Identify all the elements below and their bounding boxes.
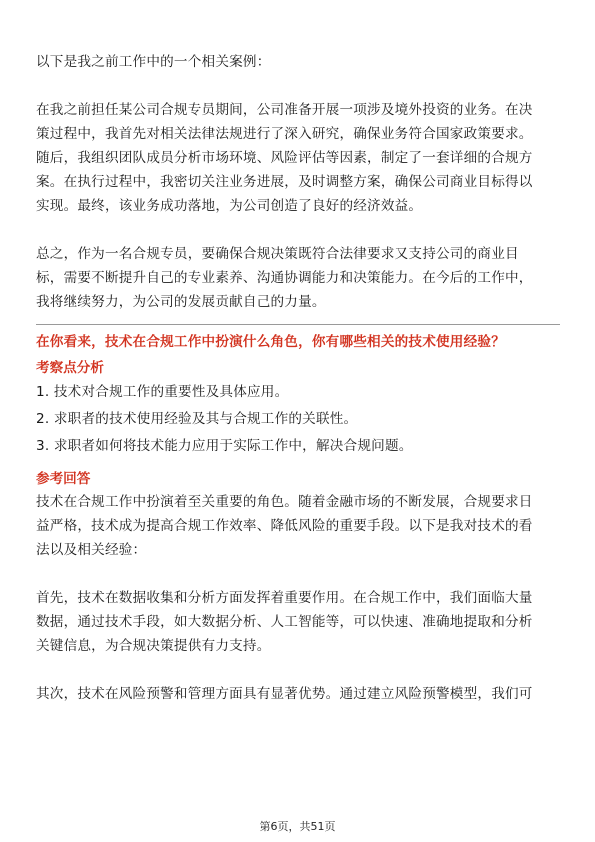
summary-paragraph bbox=[36, 242, 560, 314]
analysis-item: 2. 求职者的技术使用经验及其与合规工作的关联性。 bbox=[36, 411, 358, 427]
first-point-line: 关键信息，为合规决策提供有力支持。 bbox=[36, 638, 271, 654]
intro-text: 以下是我之前工作中的一个相关案例： bbox=[36, 54, 271, 70]
second-point-paragraph bbox=[36, 682, 560, 706]
summary-line: 标，需要不断提升自己的专业素养、沟通协调能力和决策能力。在今后的工作中， bbox=[36, 270, 533, 286]
page-footer: 第6页，共51页 bbox=[259, 820, 336, 833]
case-line: 实现。最终，该业务成功落地，为公司创造了良好的经济效益。 bbox=[36, 198, 423, 214]
case-line: 随后，我组织团队成员分析市场环境、风险评估等因素，制定了一套详细的合规方 bbox=[36, 150, 533, 166]
case-line: 在我之前担任某公司合规专员期间，公司准备开展一项涉及境外投资的业务。在决 bbox=[36, 102, 533, 118]
second-point-line: 其次，技术在风险预警和管理方面具有显著优势。通过建立风险预警模型，我们可 bbox=[36, 686, 533, 702]
first-point-line: 数据，通过技术手段，如大数据分析、人工智能等，可以快速、准确地提取和分析 bbox=[36, 614, 533, 630]
answer-line: 法以及相关经验： bbox=[36, 542, 147, 558]
section-divider bbox=[36, 324, 560, 325]
first-point-paragraph bbox=[36, 586, 560, 658]
question-heading: 在你看来，技术在合规工作中扮演什么角色，你有哪些相关的技术使用经验？ bbox=[36, 334, 505, 350]
analysis-list bbox=[36, 379, 560, 460]
analysis-item: 3. 求职者如何将技术能力应用于实际工作中，解决合规问题。 bbox=[36, 438, 413, 454]
case-line: 案。在执行过程中，我密切关注业务进展，及时调整方案，确保公司商业目标得以 bbox=[36, 174, 533, 190]
first-point-line: 首先，技术在数据收集和分析方面发挥着重要作用。在合规工作中，我们面临大量 bbox=[36, 590, 533, 606]
summary-line: 总之，作为一名合规专员，要确保合规决策既符合法律要求又支持公司的商业目 bbox=[36, 246, 519, 262]
case-paragraph bbox=[36, 98, 560, 218]
analysis-label: 考察点分析 bbox=[36, 360, 104, 376]
answer-paragraph bbox=[36, 490, 560, 562]
page-content bbox=[36, 50, 560, 706]
case-line: 策过程中，我首先对相关法律法规进行了深入研究，确保业务符合国家政策要求。 bbox=[36, 126, 533, 142]
answer-line: 技术在合规工作中扮演着至关重要的角色。随着金融市场的不断发展，合规要求日 bbox=[36, 494, 533, 510]
answer-line: 益严格，技术成为提高合规工作效率、降低风险的重要手段。以下是我对技术的看 bbox=[36, 518, 533, 534]
answer-label: 参考回答 bbox=[36, 471, 91, 487]
summary-line: 我将继续努力，为公司的发展贡献自己的力量。 bbox=[36, 294, 326, 310]
analysis-item: 1. 技术对合规工作的重要性及具体应用。 bbox=[36, 384, 289, 400]
